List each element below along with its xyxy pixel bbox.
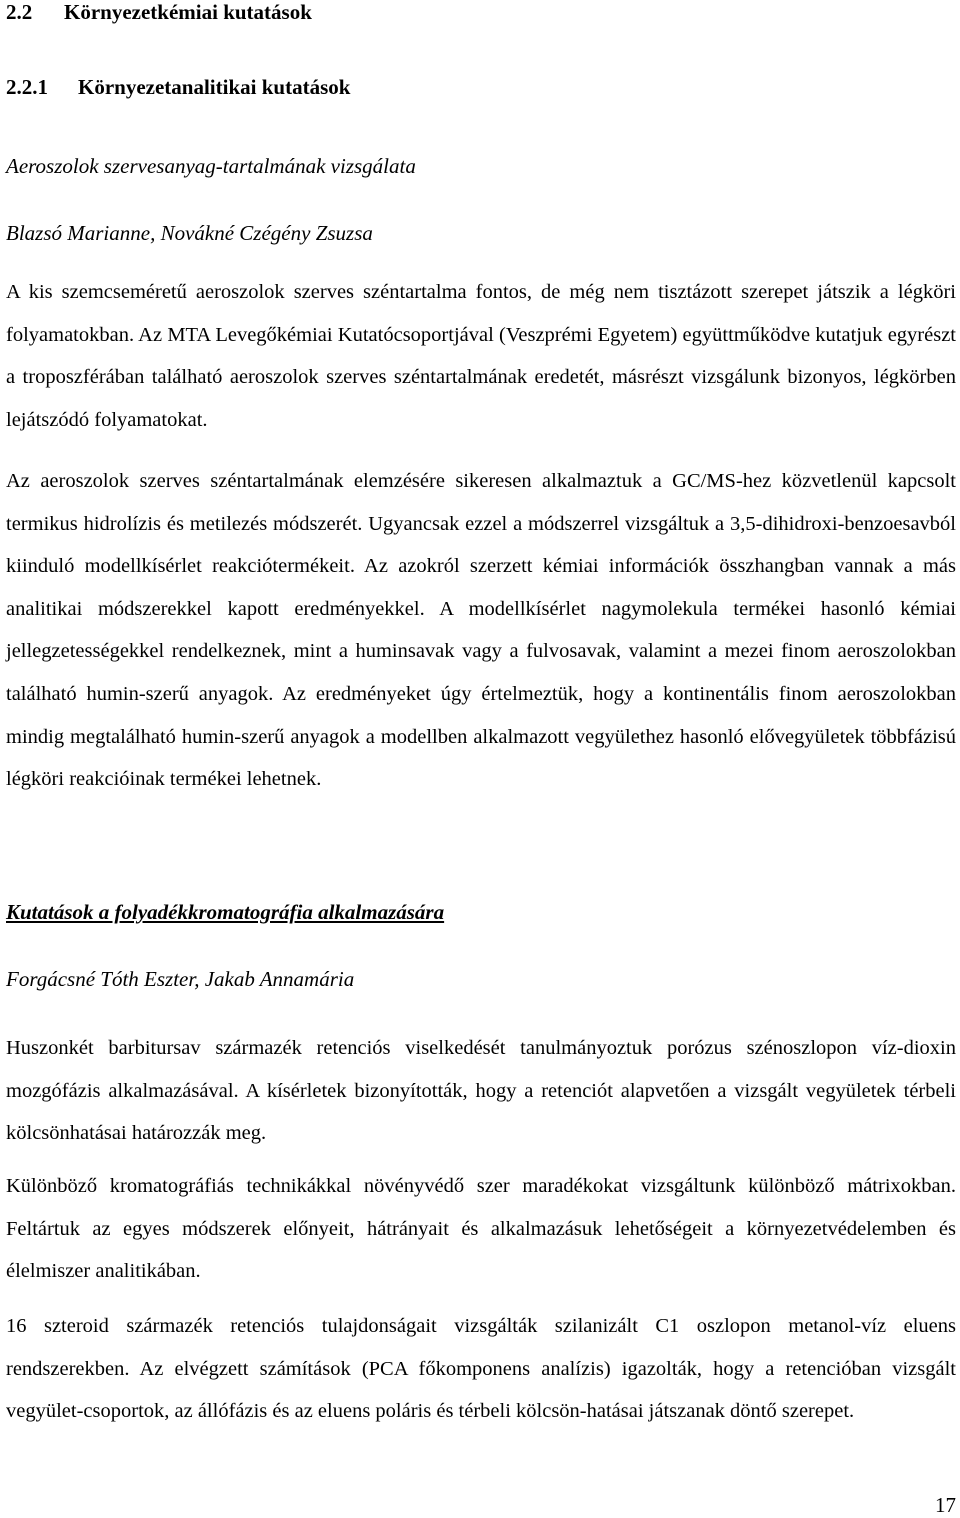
page-number: 17 [935, 1493, 956, 1517]
section-title: Környezetkémiai kutatások [64, 0, 312, 24]
topic1-paragraph-2: Az aeroszolok szerves széntartalmának elemzésére sikeresen alkalmaztuk a GC/MS-hez közvetlenül kapcsolt termikus hidrolízis és metilezés módszerét. Ugyancsak ezzel a módszerrel vizsgáltuk a 3,5-dihidroxi-benzoesavból kiinduló modellkísérlet reakciótermékeit. Az azokról szerzett kémiai információk összhangban vannak a más analitikai módszerekkel kapott eredményekkel. A modellkísérlet nagymolekula termékei hasonló kémiai jellegzetességekkel rendelkeznek, mint a huminsavak vagy a fulvosavak, valamint a mezei finom aeroszolokban található humin-szerű anyagok. Az eredményeket úgy értelmeztük, hogy a kontinentális finom aeroszolokban mindig megtalálható humin-szerű anyagok a modellben alkalmazott vegyülethez hasonló elővegyületek többfázisú légköri reakcióinak termékei lehetnek. [6, 470, 956, 791]
subsection-number: 2.2.1 [6, 75, 48, 99]
subsection-title: Környezetanalitikai kutatások [78, 75, 351, 99]
topic1-title: Aeroszolok szervesanyag-tartalmának vizsgálata [6, 154, 416, 178]
section-heading [6, 0, 312, 25]
topic2-paragraph-3: 16 szteroid származék retenciós tulajdonságait vizsgálták szilanizált C1 oszlopon metanol-víz eluens rendszerekben. Az elvégzett számítások (PCA főkomponens analízis) igazolták, hogy a retencióban vizsgált vegyület-csoportok, az állófázis és az eluens poláris és térbeli kölcsön-hatásai játszanak döntő szerepet. [6, 1315, 956, 1423]
subsection-heading [6, 75, 350, 100]
topic1-paragraph-1: A kis szemcseméretű aeroszolok szerves széntartalma fontos, de még nem tisztázott szerepet játszik a légköri folyamatokban. Az MTA Levegőkémiai Kutatócsoportjával (Veszprémi Egyetem) együttműködve kutatjuk egyrészt a troposzférában található aeroszolok szerves széntartalmának eredetét, másrészt vizsgálunk bizonyos, légkörben lejátszódó folyamatokat. [6, 281, 956, 431]
topic2-authors: Forgácsné Tóth Eszter, Jakab Annamária [6, 967, 355, 991]
topic2-paragraph-2: Különböző kromatográfiás technikákkal növényvédő szer maradékokat vizsgáltunk különböző mátrixokban. Feltártuk az egyes módszerek előnyeit, hátrányait és alkalmazásuk lehetőségeit a környezetvédelemben és élelmiszer analitikában. [6, 1175, 956, 1283]
section-number: 2.2 [6, 0, 33, 24]
topic2-title: Kutatások a folyadékkromatográfia alkalmazására [6, 900, 445, 924]
topic2-paragraph-1: Huszonkét barbitursav származék retenciós viselkedését tanulmányoztuk porózus szénoszlopon víz-dioxin mozgófázis alkalmazásával. A kísérletek bizonyították, hogy a retenciót alapvetően a vizsgált vegyületek térbeli kölcsönhatásai határozzák meg. [6, 1037, 956, 1145]
topic1-authors: Blazsó Marianne, Novákné Czégény Zsuzsa [6, 221, 373, 245]
